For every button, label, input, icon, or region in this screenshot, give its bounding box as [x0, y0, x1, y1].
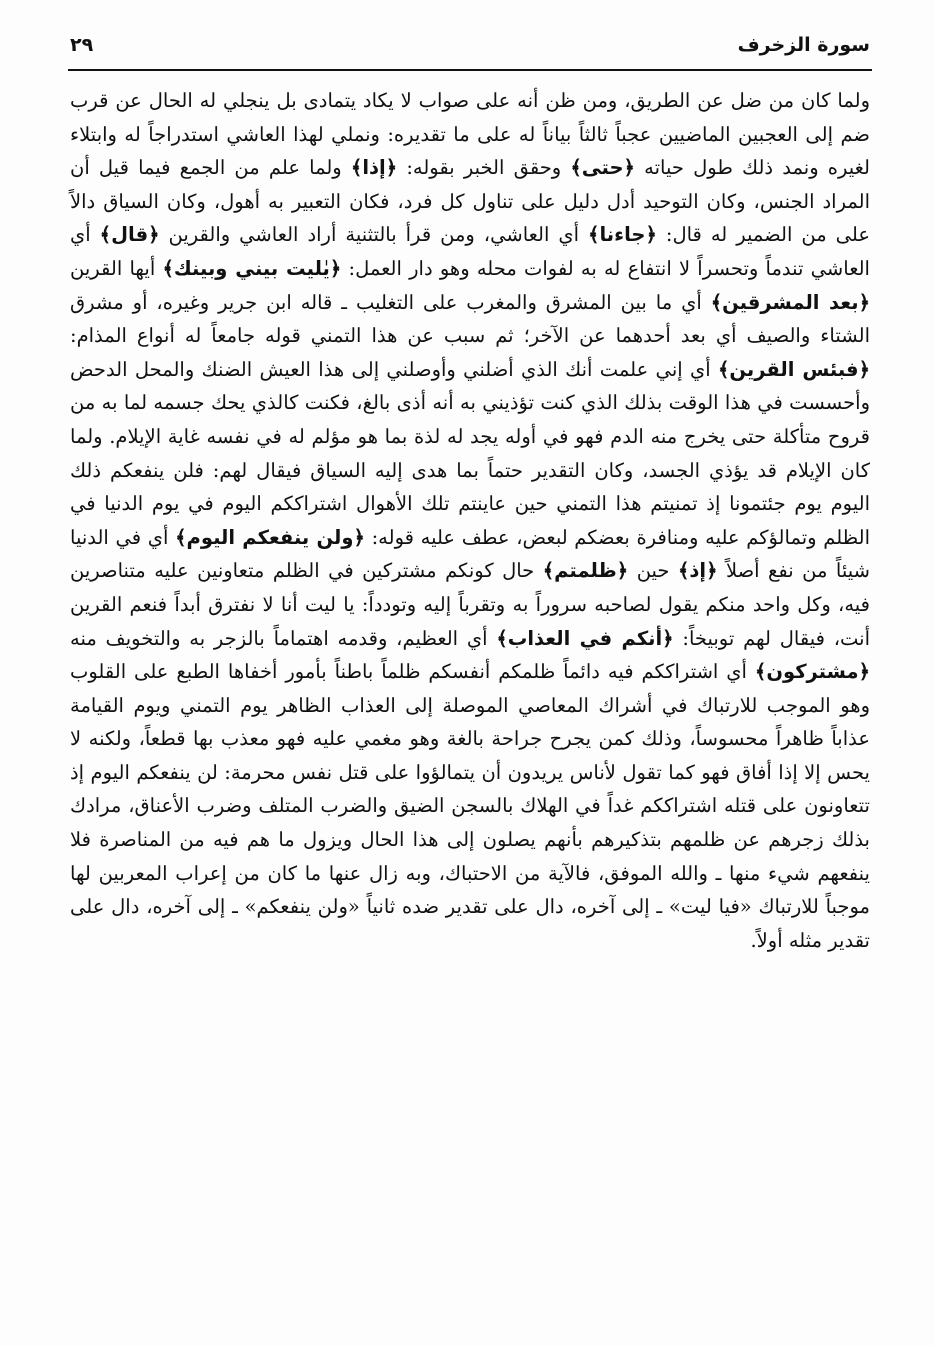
quran-quote: ﴿إذ﴾: [677, 559, 718, 583]
text-segment: ولما كان من ضل عن الطريق، ومن ظن أنه على صواب لا يكاد يتمادى بل ينجلي له الحال عن قرب ضم إلى العجبين الماضيين عجباً ثالثاً بياناً له على ما تقديره: ونملي لهذا العاشي استدراجاً له وابتلاء لغيره ونمد ذلك طول حياته: [70, 89, 870, 180]
body-paragraph: [70, 84, 870, 957]
quran-quote: ﴿مشتركون﴾: [754, 660, 870, 684]
page-header: [70, 30, 870, 66]
text-segment: أي اشتراككم فيه دائماً ظلمكم أنفسكم ظلماً باطناً بأمور أخفاها الطبع على القلوب وهو الموجب للارتباك في أشراك المعاصي الموصلة إلى العذاب الظاهر يوم التمني ويوم القيامة عذاباً ظاهراً محسوساً، وذلك كمن يجرح جراحة بالغة وهو مغمي عليه فهو معذب بها قطعاً، ولكنه لا يحس إلا إذا أفاق فهو كما تقول لأناس يريدون أن يتمالؤوا على قتل نفس محرمة: لن ينفعكم اليوم إذ تتعاونون على قتله اشتراككم غداً في الهلاك بالسجن الضيق والضرب المتلف وضرب الأعناق، مرادك بذلك زجرهم عن ظلمهم بتذكيرهم بأنهم يصلون إلى هذا الحال ويزول ما هم فيه من المناصرة فلا ينفعهم شيء منها ـ والله الموفق، فالآية من الاحتباك، وبه زال عنها ما كان من إعراب المعربين لها موجباً للارتباك «فيا ليت» ـ إلى آخره، دال على تقدير ضده ثانياً «ولن ينفعكم» ـ إلى آخره، دال على تقدير مثله أولاً.: [70, 660, 870, 952]
text-segment: أي العاشي، ومن قرأ بالتثنية أراد العاشي والقرين: [159, 223, 589, 247]
quran-quote: ﴿يٰليت بيني وبينك﴾: [162, 256, 342, 280]
surah-title: سورة الزخرف: [737, 34, 870, 56]
quran-quote: ﴿أنكم في العذاب﴾: [496, 626, 674, 650]
quran-quote: ﴿فبئس القرين﴾: [717, 357, 870, 381]
text-segment: أي ما بين المشرق والمغرب على التغليب ـ قاله ابن جرير وغيره، أو مشرق الشتاء والصيف أي بعد أحدهما عن الآخر؛ ثم سبب عن هذا التمني قوله جامعاً له أنواع المذام:: [70, 290, 870, 348]
text-segment: حال كونكم مشتركين في الظلم متعاونين عليه متناصرين فيه، وكل واحد منكم يقول لصاحبه سروراً به وتقرباً إليه وتودداً: يا ليت أنا لا نفترق أبداً فنعم القرين أنت، فيقال لهم توبيخاً:: [70, 559, 871, 650]
quran-quote: ﴿ظلمتم﴾: [542, 559, 629, 583]
quran-quote: ﴿جاءنا﴾: [588, 223, 657, 247]
quran-quote: ﴿بعد المشرقين﴾: [710, 290, 871, 314]
text-segment: ولما علم من الجمع فيما قيل أن المراد الجنس، وكان التوحيد أدل دليل على تناول كل فرد، فكان التعبير به أهول، وكان السياق دالاً على من الضمير له قال:: [70, 156, 870, 247]
body-text: [70, 84, 870, 957]
page-number: ٢٩: [70, 34, 94, 56]
quran-quote: ﴿قال﴾: [99, 223, 160, 247]
quran-quote: ﴿حتى﴾: [570, 156, 635, 180]
text-segment: أي في الدنيا شيئاً من نفع أصلاً: [70, 525, 870, 583]
text-segment: وحقق الخبر بقوله:: [397, 156, 571, 180]
quran-quote: ﴿إذا﴾: [350, 156, 398, 180]
text-segment: أي العاشي تندماً وتحسراً لا انتفاع له به لفوات محله وهو دار العمل:: [70, 223, 870, 280]
header-rule: [68, 69, 872, 71]
text-segment: أي العظيم، وقدمه اهتماماً بالزجر به والتخويف منه: [70, 626, 497, 650]
text-segment: أيها القرين: [70, 256, 163, 280]
text-segment: أي إني علمت أنك الذي أضلني وأوصلني إلى هذا العيش الضنك والمحل الدحض وأحسست في هذا الوقت بذلك الذي كنت تؤذيني به أنه أذى بالغ، فكنت كالذي يحك جسمه لما به من قروح متأكلة حتى يخرج منه الدم فهو في أوله يجد له لذة بما هو مؤلم له في نفسه غاية الإيلام. ولما كان الإيلام قد يؤذي الجسد، وكان التقدير حتماً بما هدى إليه السياق فيقال لهم: فلن ينفعكم ذلك اليوم يوم جئتمونا إذ تمنيتم هذا التمني حين عاينتم تلك الأهوال اشتراككم اليوم في يوم الدنيا في الظلم وتمالؤكم عليه ومنافرة بعضكم لبعض، عطف عليه قوله:: [70, 357, 871, 549]
quran-quote: ﴿ولن ينفعكم اليوم﴾: [175, 525, 365, 549]
text-segment: حين: [628, 559, 678, 583]
